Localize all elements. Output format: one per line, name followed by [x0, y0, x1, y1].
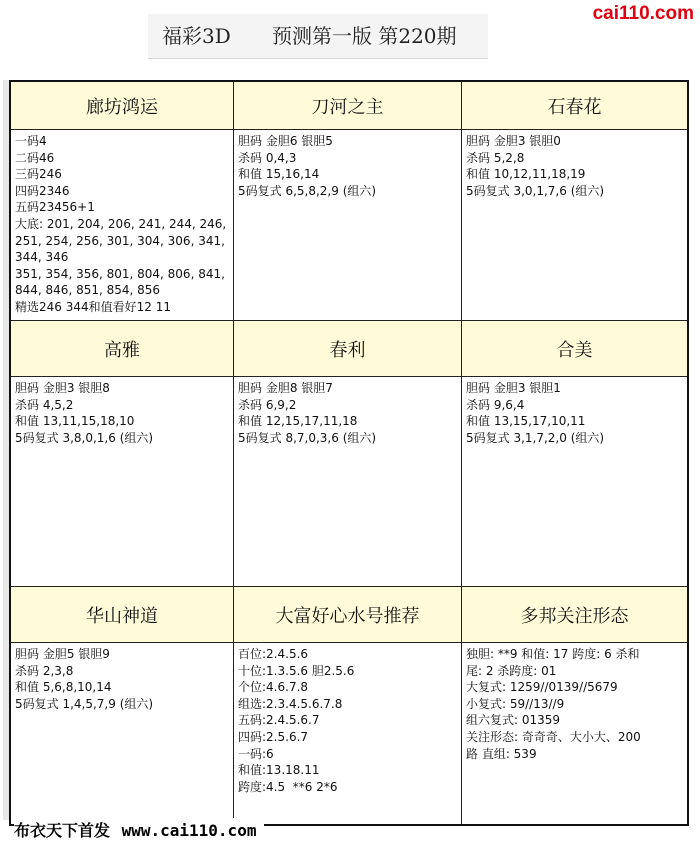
- prediction-line: 组选:2.3.4.5.6.7.8: [238, 696, 343, 711]
- prediction-line: 一码4: [15, 134, 47, 148]
- expert-cell: [11, 587, 234, 824]
- footer-url[interactable]: www.cai110.com: [121, 821, 257, 840]
- prediction-line: 和值:13.18.11: [238, 763, 320, 778]
- expert-name: 合美: [462, 321, 687, 377]
- prediction-line: 胆码 金胆5 银胆9: [15, 647, 110, 661]
- prediction-body: [11, 377, 233, 449]
- prediction-table: [9, 80, 689, 826]
- prediction-line: 胆码 金胆8 银胆7: [238, 381, 333, 395]
- prediction-line: 关注形态: 奇奇奇、大小大、200: [466, 729, 641, 744]
- footer-text: 布衣天下首发: [14, 821, 111, 840]
- prediction-line: 杀码 2,3,8: [15, 663, 74, 678]
- expert-name: 华山神道: [11, 587, 233, 643]
- expert-name: 刀河之主: [234, 82, 461, 130]
- expert-name: 高雅: [11, 321, 233, 377]
- prediction-body: [462, 130, 687, 202]
- footer-banner: [14, 818, 264, 841]
- expert-name: 大富好心水号推荐: [234, 587, 461, 643]
- prediction-line: 四码:2.5.6.7: [238, 729, 309, 744]
- prediction-line: 杀码 4,5,2: [15, 397, 74, 412]
- prediction-line: 杀码 6,9,2: [238, 397, 297, 412]
- page-title: [148, 14, 488, 59]
- expert-cell: [462, 82, 687, 321]
- prediction-line: 胆码 金胆3 银胆1: [466, 381, 561, 395]
- prediction-line: 跨度:4.5 **6 2*6: [238, 779, 338, 794]
- prediction-line: 251, 254, 256, 301, 304, 306, 341,: [15, 233, 225, 248]
- prediction-line: 344, 346: [15, 250, 69, 265]
- prediction-line: 百位:2.4.5.6: [238, 647, 309, 661]
- prediction-line: 和值 5,6,8,10,14: [15, 680, 112, 695]
- prediction-line: 二码46: [15, 150, 55, 165]
- prediction-line: 一码:6: [238, 746, 274, 761]
- prediction-body: [11, 130, 233, 319]
- prediction-line: 小复式: 59//13//9: [466, 696, 565, 711]
- prediction-line: 和值 13,11,15,18,10: [15, 414, 135, 429]
- prediction-line: 和值 10,12,11,18,19: [466, 167, 586, 182]
- prediction-line: 351, 354, 356, 801, 804, 806, 841,: [15, 266, 225, 281]
- prediction-line: 5码复式 6,5,8,2,9 (组六): [238, 183, 377, 198]
- prediction-line: 胆码 金胆3 银胆0: [466, 134, 561, 148]
- expert-cell: [11, 82, 234, 321]
- prediction-line: 十位:1.3.5.6 胆2.5.6: [238, 663, 355, 678]
- expert-name: 石春花: [462, 82, 687, 130]
- prediction-line: 杀码 0,4,3: [238, 150, 297, 165]
- prediction-line: 杀码 9,6,4: [466, 397, 525, 412]
- site-logo[interactable]: cai110.com: [592, 3, 694, 24]
- prediction-line: 四码2346: [15, 183, 70, 198]
- prediction-line: 和值 12,15,17,11,18: [238, 414, 358, 429]
- prediction-line: 路 直组: 539: [466, 746, 537, 761]
- prediction-line: 精选246 344和值看好12 11: [15, 299, 171, 314]
- prediction-line: 5码复式 3,1,7,2,0 (组六): [466, 430, 605, 445]
- expert-cell: [234, 82, 462, 321]
- prediction-body: [11, 643, 233, 715]
- prediction-line: 独胆: **9 和值: 17 跨度: 6 杀和: [466, 647, 640, 661]
- title-edition: 预测第一版 第220期: [272, 24, 457, 48]
- prediction-body: [462, 643, 687, 765]
- prediction-line: 五码:2.4.5.6.7: [238, 713, 320, 728]
- expert-name: 廊坊鸿运: [11, 82, 233, 130]
- expert-cell: [234, 587, 462, 824]
- prediction-line: 和值 13,15,17,10,11: [466, 414, 586, 429]
- prediction-line: 5码复式 3,8,0,1,6 (组六): [15, 430, 154, 445]
- prediction-line: 尾: 2 杀跨度: 01: [466, 663, 557, 678]
- prediction-line: 844, 846, 851, 854, 856: [15, 283, 161, 298]
- expert-cell: [462, 321, 687, 587]
- prediction-body: [234, 643, 461, 798]
- prediction-line: 五码23456+1: [15, 200, 95, 215]
- expert-name: 多邦关注形态: [462, 587, 687, 643]
- title-lottery: 福彩3D: [162, 24, 231, 48]
- prediction-line: 胆码 金胆6 银胆5: [238, 134, 333, 148]
- prediction-line: 大底: 201, 204, 206, 241, 244, 246,: [15, 216, 227, 231]
- expert-cell: [462, 587, 687, 824]
- prediction-line: 组六复式: 01359: [466, 713, 561, 728]
- expert-cell: [234, 321, 462, 587]
- prediction-body: [234, 130, 461, 202]
- expert-cell: [11, 321, 234, 587]
- expert-name: 春利: [234, 321, 461, 377]
- prediction-line: 杀码 5,2,8: [466, 150, 525, 165]
- prediction-line: 大复式: 1259//0139//5679: [466, 680, 618, 695]
- prediction-line: 5码复式 3,0,1,7,6 (组六): [466, 183, 605, 198]
- prediction-line: 胆码 金胆3 银胆8: [15, 381, 110, 395]
- prediction-line: 5码复式 1,4,5,7,9 (组六): [15, 696, 154, 711]
- prediction-line: 个位:4.6.7.8: [238, 680, 309, 695]
- prediction-line: 三码246: [15, 167, 62, 182]
- prediction-body: [462, 377, 687, 449]
- prediction-line: 和值 15,16,14: [238, 167, 320, 182]
- prediction-body: [234, 377, 461, 449]
- prediction-line: 5码复式 8,7,0,3,6 (组六): [238, 430, 377, 445]
